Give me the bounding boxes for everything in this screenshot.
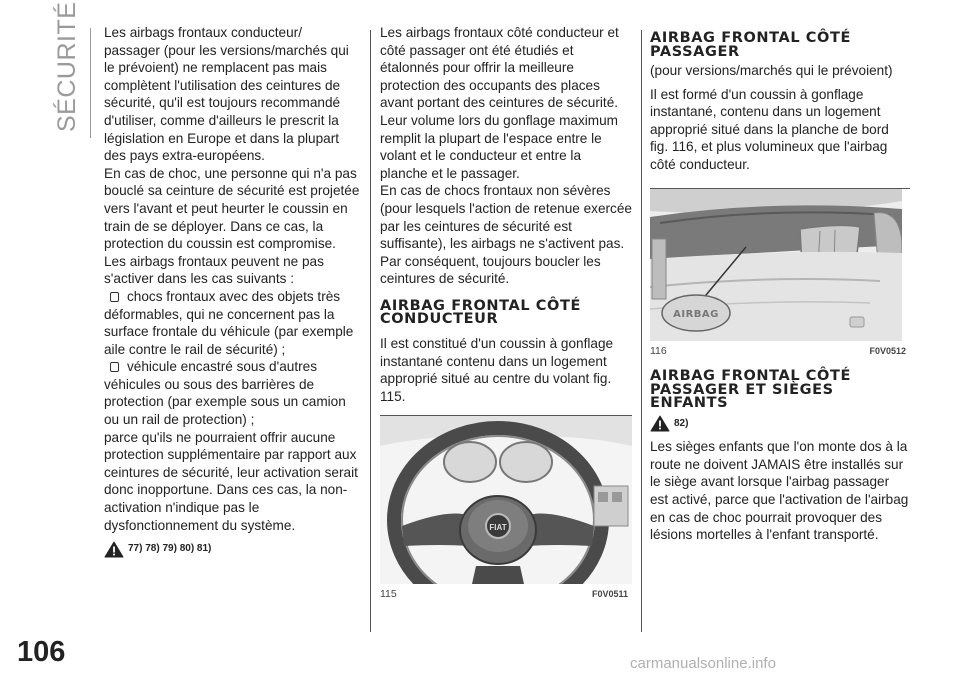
warning-triangle-icon (104, 541, 124, 558)
paragraph: Les sièges enfants que l'on monte dos à la route ne doivent JAMAIS être installés sur le siège avant lorsque l'airbag passager est activé, parce que l'activation de l'airbag en cas de choc pourrait provoquer des lésions mortelles à l'enfant transporté. (650, 439, 909, 543)
figure-number: 116 (650, 344, 667, 357)
paragraph: En cas de chocs frontaux non sévères (pour lesquels l'action de retenue exercée par les ceintures de sécurité est suffisante), les airbags ne s'activent pas. Par conséquent, toujours boucler les ceintures de sécurité. (380, 183, 632, 287)
bullet-item (104, 288, 360, 358)
warning-refs: 77) 78) 79) 80) 81) (128, 543, 212, 555)
checkbox-bullet-icon (110, 292, 119, 302)
heading-subtitle: (pour versions/marchés qui le prévoient) (650, 63, 893, 78)
section-label-rule (90, 28, 91, 138)
warning-refs: 82) (674, 417, 689, 429)
bullet-item (104, 358, 360, 428)
section-heading: AIRBAG FRONTAL CÔTÉ CONDUCTEUR (380, 297, 581, 328)
warning-reference (104, 540, 360, 558)
watermark: carmanualsonline.info (630, 655, 776, 672)
paragraph: En cas de choc, une personne qui n'a pas bouclé sa ceinture de sécurité est projetée vers l'avant et peut heurter le coussin en train de se déployer. Dans ce cas, la protection du coussin est compromise. (104, 165, 360, 252)
page-number: 106 (17, 636, 66, 668)
column-3 (650, 24, 910, 544)
paragraph: Les airbags frontaux conducteur/ passager (pour les versions/marchés qui le prévoient) ne remplacent pas mais complètent l'utilisation des ceintures de sécurité, qu'il est toujours recommandé d'utiliser, comme d'ailleurs le prescrit la législation en Europe et dans la plupart des pays extra-européens. (104, 25, 349, 164)
airbag-label: AIRBAG (673, 308, 719, 320)
column-1 (104, 24, 360, 558)
bullet-text: véhicule encastré sous d'autres véhicules ou sous des barrières de protection (par exemple sous un camion ou un rail de protection) ; (104, 359, 346, 428)
figure-caption (380, 586, 632, 604)
paragraph: Les airbags frontaux peuvent ne pas s'activer dans les cas suivants : (104, 253, 324, 287)
warning-reference (650, 415, 910, 433)
passenger-airbag-illustration (650, 189, 902, 341)
paragraph: Les airbags frontaux côté conducteur et côté passager ont été étudiés et étalonnés pour offrir la meilleure protection des occupants des places avant portant des ceintures de sécurité. Leur volume lors du gonflage maximum remplit la plupart de l'espace entre le volant et le conducteur et entre la planche et le passager. (380, 25, 619, 181)
section-label: SÉCURITÉ (53, 1, 81, 132)
column-divider (370, 30, 371, 632)
checkbox-bullet-icon (110, 362, 119, 372)
paragraph: Il est constitué d'un coussin à gonflage instantané contenu dans un logement approprié situé au centre du volant fig. 115. (380, 335, 614, 404)
column-divider (641, 30, 642, 632)
warning-triangle-icon (650, 415, 670, 432)
bullet-text: chocs frontaux avec des objets très déformables, qui ne concernent pas la surface frontale du véhicule (par exemple aile contre le rail de sécurité) ; (104, 288, 354, 357)
steering-wheel-illustration (380, 416, 632, 584)
wheel-logo: FIAT (489, 523, 507, 533)
figure-115 (380, 415, 632, 604)
figure-116 (650, 188, 910, 361)
section-heading: AIRBAG FRONTAL CÔTÉ PASSAGER (650, 30, 851, 60)
figure-code: F0V0511 (591, 589, 628, 600)
column-2 (380, 24, 632, 604)
figure-caption (650, 343, 910, 361)
figure-number: 115 (380, 588, 397, 601)
paragraph: parce qu'ils ne pourraient offrir aucune protection supplémentaire par rapport aux ceintures de sécurité, leur activation serait donc inopportune. Dans ces cas, la non-activation n'indique pas le dysfonctionnement du système. (104, 429, 358, 533)
paragraph: Il est formé d'un coussin à gonflage instantané, contenu dans un logement approprié situé dans la planche de bord fig. 116, et plus volumineux que l'airbag côté conducteur. (650, 86, 889, 172)
section-heading: AIRBAG FRONTAL CÔTÉ PASSAGER ET SIÈGES ENFANTS (650, 368, 851, 412)
figure-code: F0V0512 (869, 345, 906, 356)
